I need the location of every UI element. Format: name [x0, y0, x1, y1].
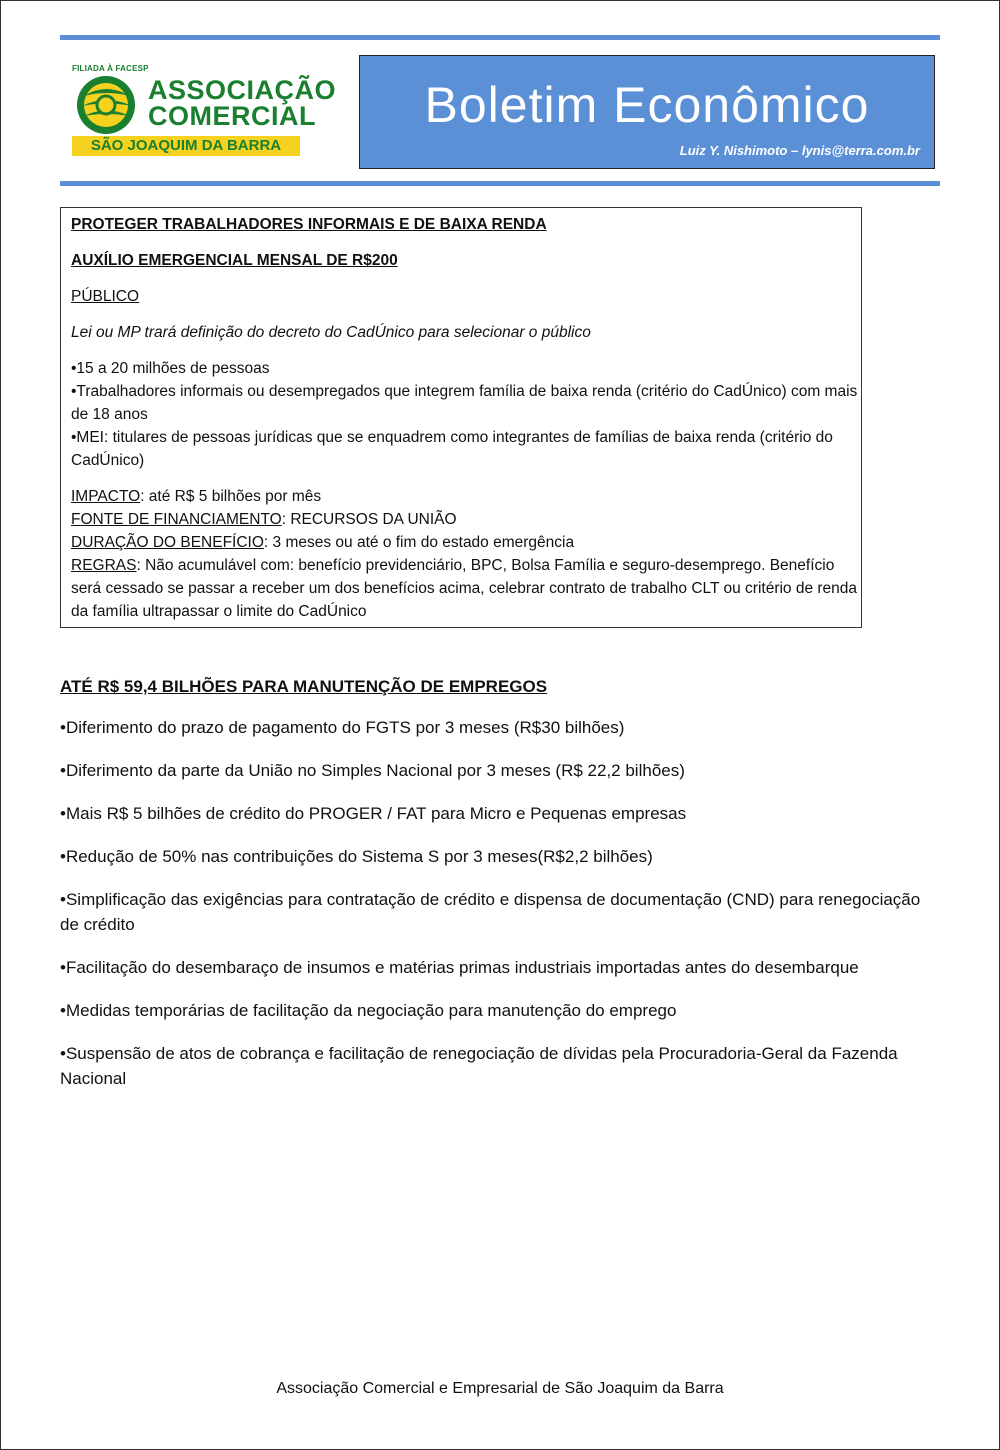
footer-text: Associação Comercial e Empresarial de São Joaquim da Barra [276, 1380, 724, 1397]
duracao-line [71, 531, 861, 554]
logo-text-line2: COMERCIAL [148, 101, 316, 131]
regras-label: REGRAS [71, 557, 137, 574]
author-line: Luiz Y. Nishimoto – lynis@terra.com.br [679, 143, 920, 158]
logo-city-banner: SÃO JOAQUIM DA BARRA [72, 136, 300, 156]
association-logo [70, 64, 337, 158]
page-title: Boletim Econômico [424, 77, 870, 133]
publico-label: PÚBLICO [71, 288, 140, 305]
sun-emblem-icon [72, 74, 142, 136]
section-heading: ATÉ R$ 59,4 BILHÕES PARA MANUTENÇÃO DE EMPREGOS [60, 677, 548, 696]
section-item: •Redução de 50% nas contribuições do Sistema S por 3 meses(R$2,2 bilhões) [60, 847, 653, 866]
section-item: •Diferimento da parte da União no Simples Nacional por 3 meses (R$ 22,2 bilhões) [60, 761, 685, 780]
section-item: •Mais R$ 5 bilhões de crédito do PROGER / FAT para Micro e Pequenas empresas [60, 804, 687, 823]
box-bullet: •MEI: titulares de pessoas jurídicas que se enquadrem como integrantes de famílias de baixa renda (critério do CadÚnico) [71, 429, 833, 469]
top-rule [60, 35, 940, 40]
box-details [71, 485, 861, 623]
regras-text: : Não acumulável com: benefício previdenciário, BPC, Bolsa Família e seguro-desemprego. Benefício será cessado se passar a receber um dos benefícios acima, celebrar contrato de trabalho CLT ou critério de renda da família ultrapassar o limite do CadÚnico [71, 557, 858, 620]
box-heading-2: AUXÍLIO EMERGENCIAL MENSAL DE R$200 [71, 252, 398, 269]
info-box [60, 207, 862, 628]
impacto-text: : até R$ 5 bilhões por mês [140, 488, 322, 505]
box-heading-1: PROTEGER TRABALHADORES INFORMAIS E DE BAIXA RENDA [71, 216, 547, 233]
bottom-rule [60, 181, 940, 186]
section-item: •Diferimento do prazo de pagamento do FGTS por 3 meses (R$30 bilhões) [60, 718, 625, 737]
duracao-label: DURAÇÃO DO BENEFÍCIO [71, 534, 264, 551]
logo-affiliation: FILIADA À FACESP [72, 64, 149, 73]
duracao-text: : 3 meses ou até o fim do estado emergência [263, 534, 575, 551]
box-bullet: •Trabalhadores informais ou desempregados que integrem família de baixa renda (critério do CadÚnico) com mais de 18 anos [71, 383, 858, 423]
box-bullet: •15 a 20 milhões de pessoas [71, 360, 270, 377]
box-bullet-list [71, 357, 861, 472]
logo-text-line1: ASSOCIAÇÃO [148, 75, 337, 105]
section-item: •Suspensão de atos de cobrança e facilitação de renegociação de dívidas pela Procuradoria-Geral da Fazenda Nacional [60, 1044, 898, 1088]
fonte-text: : RECURSOS DA UNIÃO [281, 511, 457, 528]
regras-line [71, 554, 861, 623]
lei-text: Lei ou MP trará definição do decreto do CadÚnico para selecionar o público [71, 324, 591, 341]
employment-section [60, 674, 940, 1091]
impacto-line [71, 485, 861, 508]
section-item: •Facilitação do desembaraço de insumos e matérias primas industriais importadas antes do desembarque [60, 958, 859, 977]
title-box [359, 55, 935, 169]
impacto-label: IMPACTO [71, 488, 141, 505]
fonte-label: FONTE DE FINANCIAMENTO [71, 511, 282, 528]
fonte-line [71, 508, 861, 531]
section-item: •Simplificação das exigências para contratação de crédito e dispensa de documentação (CND) para renegociação de crédito [60, 890, 921, 934]
section-item: •Medidas temporárias de facilitação da negociação para manutenção do emprego [60, 1001, 677, 1020]
